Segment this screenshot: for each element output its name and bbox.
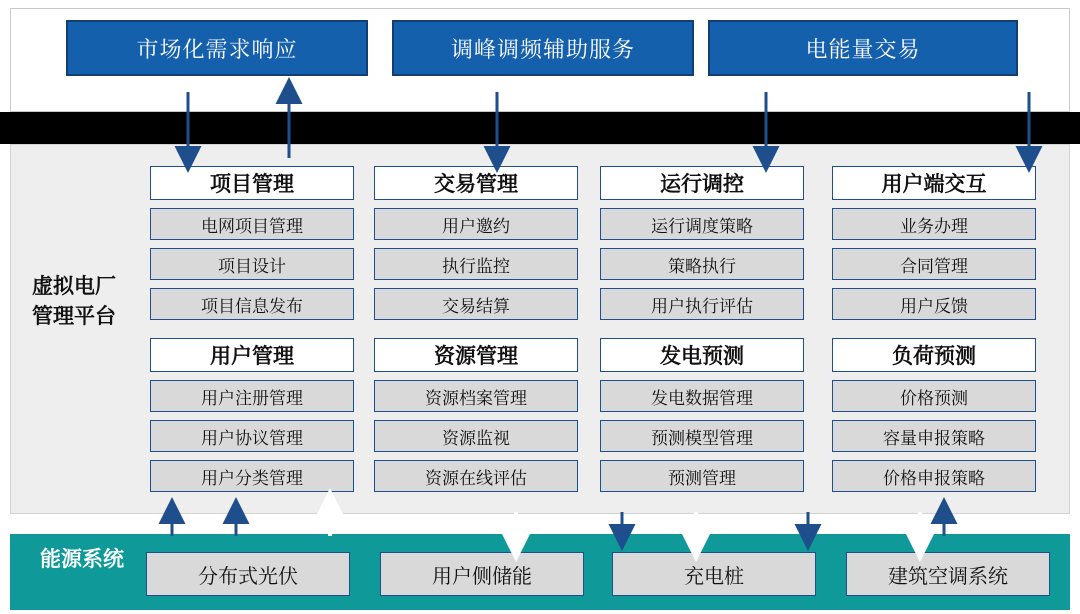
group-row[interactable]: 预测模型管理 bbox=[600, 420, 804, 452]
group-row[interactable]: 资源档案管理 bbox=[374, 380, 578, 412]
top-item-label: 市场化需求响应 bbox=[136, 36, 298, 62]
group-row[interactable]: 容量申报策略 bbox=[832, 420, 1036, 452]
group-title: 运行调控 bbox=[600, 166, 804, 200]
group-row[interactable]: 发电数据管理 bbox=[600, 380, 804, 412]
group-row[interactable]: 资源监视 bbox=[374, 420, 578, 452]
group-title: 发电预测 bbox=[600, 338, 804, 372]
energy-item-distributed-pv[interactable] bbox=[146, 552, 350, 596]
group-row[interactable]: 资源在线评估 bbox=[374, 460, 578, 492]
group-title: 负荷预测 bbox=[832, 338, 1036, 372]
group-title: 交易管理 bbox=[374, 166, 578, 200]
group-row[interactable]: 项目设计 bbox=[150, 248, 354, 280]
group-resource-management bbox=[374, 338, 578, 492]
top-item-label: 调峰调频辅助服务 bbox=[450, 36, 635, 62]
group-row[interactable]: 执行监控 bbox=[374, 248, 578, 280]
group-row[interactable]: 预测管理 bbox=[600, 460, 804, 492]
group-row[interactable]: 价格预测 bbox=[832, 380, 1036, 412]
section-separator bbox=[0, 112, 1080, 144]
energy-item-charging-pile[interactable] bbox=[612, 552, 816, 596]
energy-system-title: 能源系统 bbox=[40, 548, 124, 571]
group-project-management bbox=[150, 166, 354, 320]
top-item-ancillary-service[interactable] bbox=[392, 20, 694, 76]
group-row[interactable]: 交易结算 bbox=[374, 288, 578, 320]
group-generation-forecast bbox=[600, 338, 804, 492]
group-row[interactable]: 合同管理 bbox=[832, 248, 1036, 280]
energy-item-label: 建筑空调系统 bbox=[888, 565, 1008, 588]
top-item-energy-trading[interactable] bbox=[708, 20, 1018, 76]
group-title: 项目管理 bbox=[150, 166, 354, 200]
energy-item-label: 充电桩 bbox=[684, 565, 744, 588]
group-row[interactable]: 运行调度策略 bbox=[600, 208, 804, 240]
group-row[interactable]: 项目信息发布 bbox=[150, 288, 354, 320]
top-item-demand-response[interactable] bbox=[66, 20, 368, 76]
group-row[interactable]: 电网项目管理 bbox=[150, 208, 354, 240]
group-row[interactable]: 用户反馈 bbox=[832, 288, 1036, 320]
group-row[interactable]: 策略执行 bbox=[600, 248, 804, 280]
group-row[interactable]: 用户分类管理 bbox=[150, 460, 354, 492]
platform-title: 虚拟电厂管理平台 bbox=[32, 275, 116, 328]
group-user-management bbox=[150, 338, 354, 492]
group-row[interactable]: 用户执行评估 bbox=[600, 288, 804, 320]
group-operation-control bbox=[600, 166, 804, 320]
group-title: 用户管理 bbox=[150, 338, 354, 372]
top-item-label: 电能量交易 bbox=[805, 36, 921, 62]
group-row[interactable]: 用户协议管理 bbox=[150, 420, 354, 452]
group-row[interactable]: 业务办理 bbox=[832, 208, 1036, 240]
energy-item-building-hvac[interactable] bbox=[846, 552, 1050, 596]
group-row[interactable]: 用户邀约 bbox=[374, 208, 578, 240]
group-load-forecast bbox=[832, 338, 1036, 492]
energy-item-user-storage[interactable] bbox=[380, 552, 584, 596]
energy-item-label: 用户侧储能 bbox=[432, 565, 532, 588]
group-user-interaction bbox=[832, 166, 1036, 320]
group-title: 用户端交互 bbox=[832, 166, 1036, 200]
group-trade-management bbox=[374, 166, 578, 320]
group-row[interactable]: 价格申报策略 bbox=[832, 460, 1036, 492]
energy-item-label: 分布式光伏 bbox=[198, 565, 298, 588]
group-title: 资源管理 bbox=[374, 338, 578, 372]
group-row[interactable]: 用户注册管理 bbox=[150, 380, 354, 412]
